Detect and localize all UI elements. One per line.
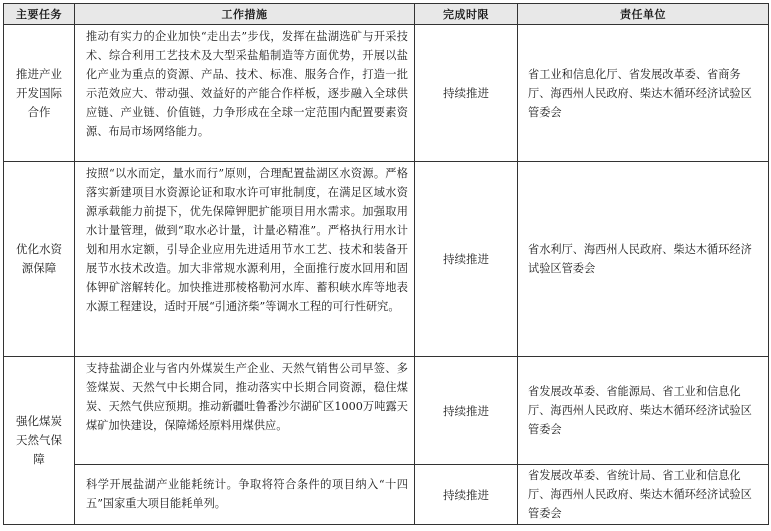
measure-cell: 推动有实力的企业加快“走出去”步伐，发挥在盐湖选矿与开采技术、综合利用工艺技术及大型采盐船制造等方面优势，开展以盐化产业为重点的资源、产品、技术、标准、服务合作，打造一批示范效应大、带动强、效益好的产能合作样板，逐步融入全球供应链、产业链、价值链，力争形成在全球一定范围内配置要素资源、布局市场网络能力。 [75,25,415,162]
deadline-cell: 持续推进 [415,465,518,525]
measure-cell: 支持盐湖企业与省内外煤炭生产企业、天然气销售公司早签、多签煤炭、天然气中长期合同，推动落实中长期合同资源，稳住煤炭、天然气供应预期。推动新疆吐鲁番沙尔湖矿区1000万吨露天煤矿加快建设，保障烯烃原料用煤供应。 [75,357,415,465]
table-row [4,25,769,162]
task-text: 优化水资源保障 [16,242,62,275]
task-cell [4,25,75,162]
header-task: 主要任务 [4,4,75,25]
deadline-cell: 持续推进 [415,162,518,357]
deadline-cell: 持续推进 [415,357,518,465]
task-cell [4,162,75,357]
responsible-cell: 省工业和信息化厅、省发展改革委、省商务厅、海西州人民政府、柴达木循环经济试验区管委会 [518,25,769,162]
responsible-cell: 省发展改革委、省能源局、省工业和信息化厅、海西州人民政府、柴达木循环经济试验区管委会 [518,357,769,465]
measure-cell: 按照“以水而定，量水而行”原则，合理配置盐湖区水资源。严格落实新建项目水资源论证和取水许可审批制度，在满足区域水资源承载能力前提下，优先保障钾肥扩能项目用水需求。加强取用水计量管理，做到“取水必计量，计量必精准”。严格执行用水计划和用水定额，引导企业应用先进适用节水工艺、技术和装备开展节水技术改造。加大非常规水源利用，全面推行废水回用和固体钾矿溶解转化。加快推进那棱格勒河水库、蓄积峡水库等地表水源工程建设，适时开展“引通济柴”等调水工程的可行性研究。 [75,162,415,357]
responsible-cell: 省发展改革委、省统计局、省工业和信息化厅、海西州人民政府、柴达木循环经济试验区管委会 [518,465,769,525]
measure-cell: 科学开展盐湖产业能耗统计。争取将符合条件的项目纳入“十四五”国家重大项目能耗单列。 [75,465,415,525]
task-cell [4,357,75,525]
task-text: 推进产业开发国际合作 [16,66,62,119]
measures-table [3,3,769,525]
responsible-cell: 省水利厅、海西州人民政府、柴达木循环经济试验区管委会 [518,162,769,357]
header-responsible: 责任单位 [518,4,769,25]
task-text: 强化煤炭天然气保障 [16,414,62,466]
table-row [4,162,769,357]
table-header-row [4,4,769,25]
header-measures: 工作措施 [75,4,415,25]
deadline-cell: 持续推进 [415,25,518,162]
table-row [4,465,769,525]
header-deadline: 完成时限 [415,4,518,25]
table-row [4,357,769,465]
